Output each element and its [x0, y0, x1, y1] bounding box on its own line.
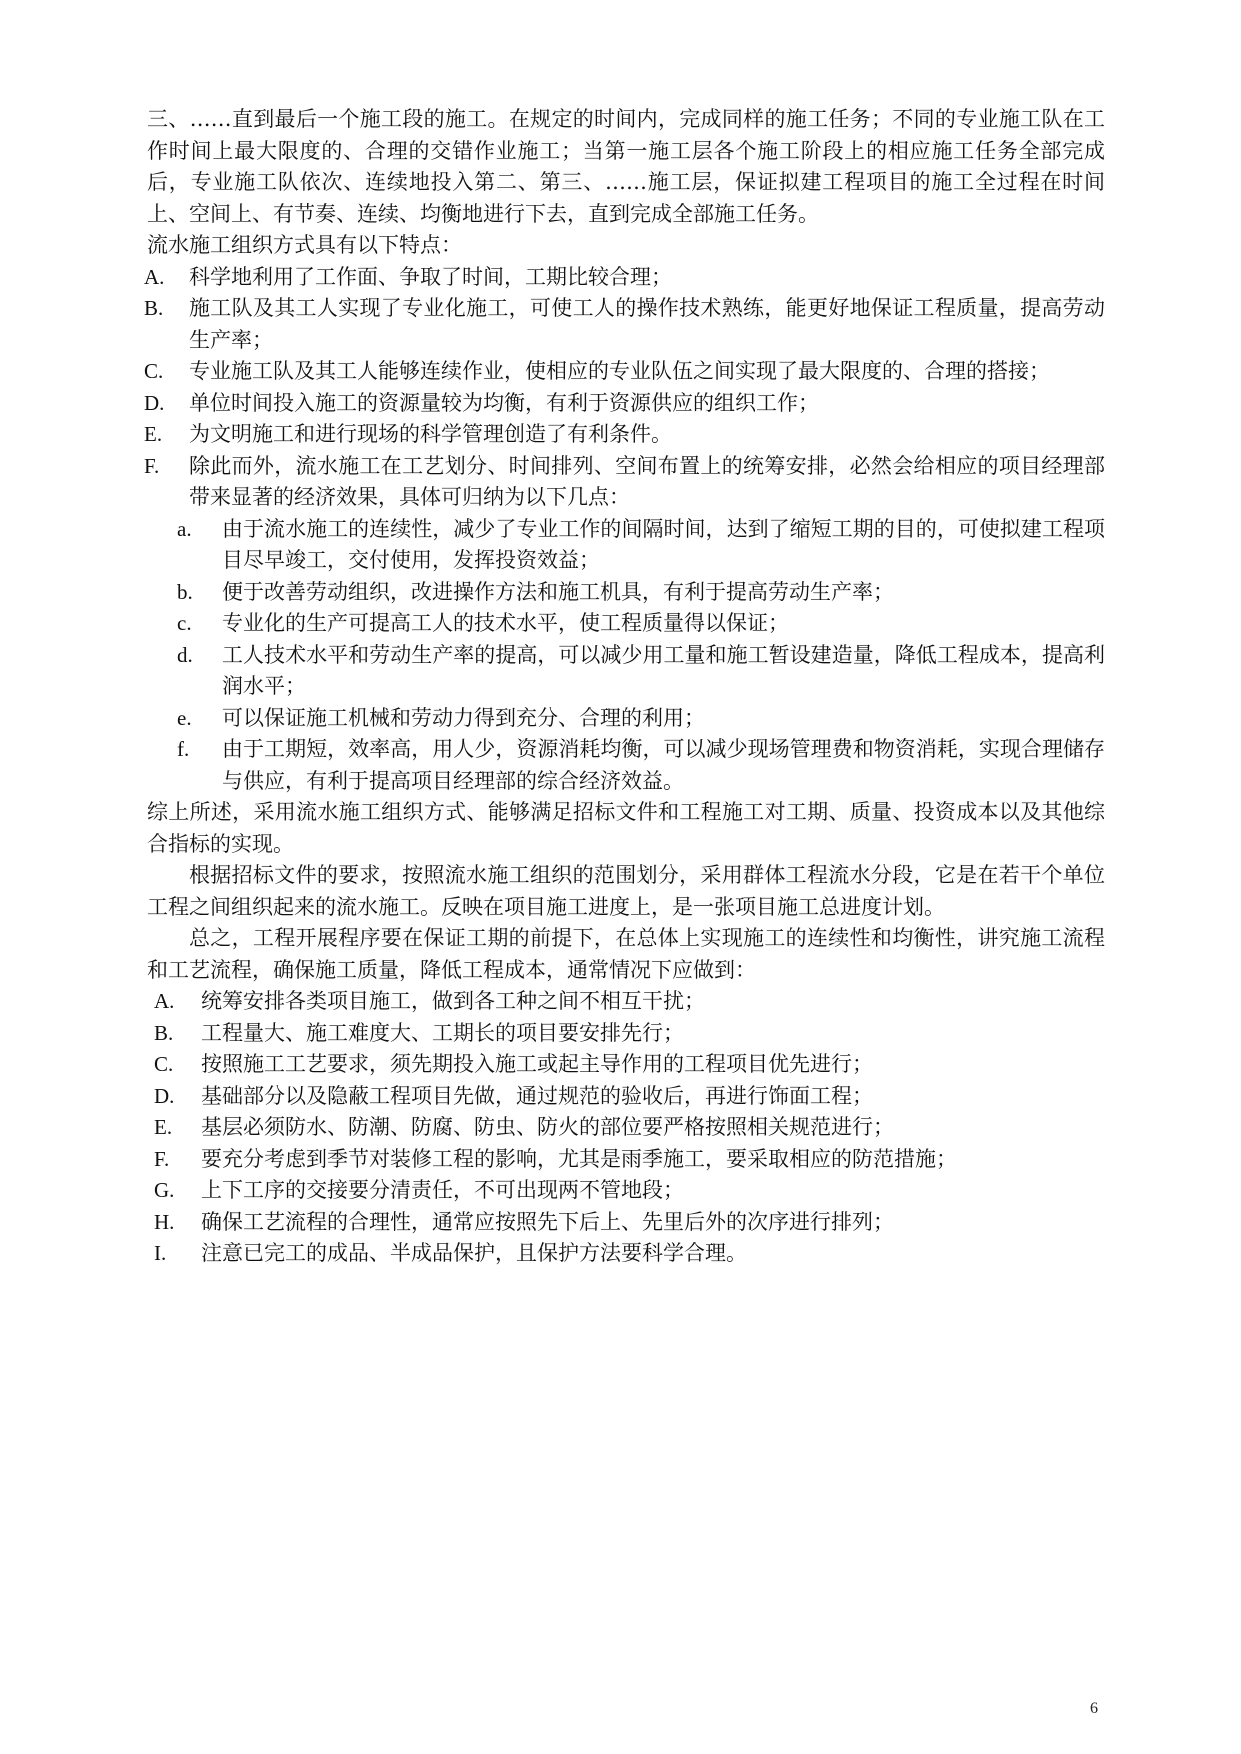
list-marker: A.: [154, 989, 175, 1013]
list-item-text: 科学地利用了工作面、争取了时间，工期比较合理；: [189, 264, 672, 289]
list-marker: b.: [177, 579, 193, 604]
list-marker: F.: [144, 453, 160, 478]
list-item: [147, 734, 1105, 797]
list-item-text: 基层必须防水、防潮、防腐、防虫、防火的部位要严格按照相关规范进行；: [201, 1115, 894, 1139]
list-marker: A.: [144, 264, 165, 289]
plan-paragraph: 根据招标文件的要求，按照流水施工组织的范围划分，采用群体工程流水分段，它是在若干个单位工程之间组织起来的流水施工。反映在项目施工进度上，是一张项目施工总进度计划。: [147, 863, 1105, 919]
list-item: [147, 1207, 1105, 1239]
list-marker: f.: [177, 737, 190, 761]
list-item: [147, 1175, 1105, 1207]
list-item: [144, 356, 1105, 388]
list-item-text: 按照施工工艺要求，须先期投入施工或起主导作用的工程项目优先进行；: [201, 1052, 873, 1076]
list-item-text: 单位时间投入施工的资源量较为均衡，有利于资源供应的组织工作；: [189, 390, 819, 415]
list-marker: D.: [144, 390, 165, 415]
list-item: [147, 514, 1105, 577]
list-item: [147, 986, 1105, 1018]
list-item: [147, 1144, 1105, 1176]
list-marker: B.: [144, 296, 164, 320]
list-marker: G.: [154, 1178, 175, 1202]
list-item-text: 由于工期短，效率高，用人少，资源消耗均衡，可以减少现场管理费和物资消耗，实现合理储存与供应，有利于提高项目经理部的综合经济效益。: [222, 737, 1105, 793]
list-item: [147, 1081, 1105, 1113]
list-marker: E.: [144, 422, 163, 446]
list-item-text: 可以保证施工机械和劳动力得到充分、合理的利用；: [222, 705, 705, 730]
list-item-text: 工程量大、施工难度大、工期长的项目要安排先行；: [201, 1020, 684, 1045]
list-item-text: 注意已完工的成品、半成品保护，且保护方法要科学合理。: [201, 1241, 747, 1265]
list-item-text: 施工队及其工人实现了专业化施工，可使工人的操作技术熟练，能更好地保证工程质量，提高劳动生产率；: [189, 296, 1105, 352]
list-item: [147, 1049, 1105, 1081]
list-item: [147, 703, 1105, 735]
list-item-text: 要充分考虑到季节对装修工程的影响，尤其是雨季施工，要采取相应的防范措施；: [201, 1146, 957, 1171]
list-item: [147, 577, 1105, 609]
list-item: [144, 388, 1105, 420]
list-marker: E.: [154, 1115, 173, 1139]
list-item-text: 为文明施工和进行现场的科学管理创造了有利条件。: [189, 422, 672, 446]
list-item-text: 专业施工队及其工人能够连续作业，使相应的专业队伍之间实现了最大限度的、合理的搭接；: [189, 359, 1050, 383]
list-item: [147, 1238, 1105, 1270]
list-marker: c.: [177, 611, 192, 635]
list-item-text: 基础部分以及隐蔽工程项目先做，通过规范的验收后，再进行饰面工程；: [201, 1083, 873, 1108]
list-item-text: 确保工艺流程的合理性，通常应按照先下后上、先里后外的次序进行排列；: [201, 1209, 894, 1234]
features-list: [144, 262, 1105, 514]
list-marker: B.: [154, 1020, 174, 1045]
list-marker: F.: [154, 1146, 170, 1171]
list-item-text: 上下工序的交接要分清责任，不可出现两不管地段；: [201, 1178, 684, 1202]
list-item-text: 除此而外，流水施工在工艺划分、时间排列、空间布置上的统筹安排，必然会给相应的项目经理部带来显著的经济效果，具体可归纳为以下几点：: [189, 453, 1105, 509]
principles-paragraph: 总之，工程开展程序要在保证工期的前提下，在总体上实现施工的连续性和均衡性，讲究施工流程和工艺流程，确保施工质量，降低工程成本，通常情况下应做到：: [147, 926, 1105, 982]
list-marker: a.: [177, 516, 192, 541]
list-item: [144, 293, 1105, 356]
summary-paragraph: 综上所述，采用流水施工组织方式、能够满足招标文件和工程施工对工期、质量、投资成本以及其他综合指标的实现。: [147, 800, 1105, 856]
list-marker: C.: [144, 359, 164, 383]
list-item: [144, 262, 1105, 294]
list-item-text: 工人技术水平和劳动生产率的提高，可以减少用工量和施工暂设建造量，降低工程成本，提高利润水平；: [222, 642, 1105, 698]
list-item-text: 便于改善劳动组织，改进操作方法和施工机具，有利于提高劳动生产率；: [222, 579, 894, 604]
list-marker: H.: [154, 1209, 175, 1234]
list-item: [144, 419, 1105, 451]
list-item-text: 专业化的生产可提高工人的技术水平，使工程质量得以保证；: [222, 611, 789, 635]
list-item: [147, 608, 1105, 640]
list-item: [147, 640, 1105, 703]
page-number: 6: [1090, 1700, 1098, 1717]
list-marker: C.: [154, 1052, 174, 1076]
sub-points-list: [147, 514, 1105, 798]
list-item-text: 统筹安排各类项目施工，做到各工种之间不相互干扰；: [201, 989, 705, 1013]
list-item: [147, 1112, 1105, 1144]
list-item: [147, 1018, 1105, 1050]
list-marker: e.: [177, 705, 192, 730]
list-marker: D.: [154, 1083, 175, 1108]
intro-paragraph: 三、……直到最后一个施工段的施工。在规定的时间内，完成同样的施工任务；不同的专业施工队在工作时间上最大限度的、合理的交错作业施工；当第一施工层各个施工阶段上的相应施工任务全部完成后，专业施工队依次、连续地投入第二、第三、……施工层，保证拟建工程项目的施工全过程在时间上、空间上、有节奏、连续、均衡地进行下去，直到完成全部施工任务。: [147, 107, 1105, 226]
principles-list: [147, 986, 1105, 1270]
list-marker: I.: [154, 1241, 167, 1265]
list-marker: d.: [177, 642, 193, 667]
features-heading: 流水施工组织方式具有以下特点：: [147, 233, 462, 257]
page-body: [144, 104, 1105, 1270]
list-item-text: 由于流水施工的连续性，减少了专业工作的间隔时间，达到了缩短工期的目的，可使拟建工程项目尽早竣工，交付使用，发挥投资效益；: [222, 516, 1105, 572]
list-item: [144, 451, 1105, 514]
